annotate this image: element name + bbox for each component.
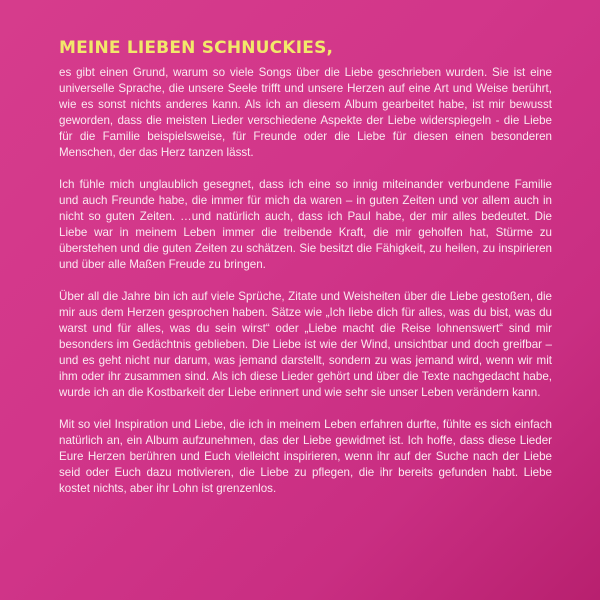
paragraph: Über all die Jahre bin ich auf viele Sprüche, Zitate und Weisheiten über die Liebe gestoßen, die mir aus dem Herzen gesprochen haben. Sätze wie „Ich liebe dich für alles, was du bist, was du warst und für alles, was du sein wirst“ oder „Liebe macht die Reise lohnenswert“ sind mir besonders im Gedächtnis geblieben. Die Liebe ist wie der Wind, unsichtbar und doch greifbar – und es geht nicht nur darum, was jemand darstellt, sondern zu was jemand wird, wenn wir mit ihm oder ihr zusammen sind. Als ich diese Lieder gehört und über die Texte nachgedacht habe, wurde ich an die Kostbarkeit der Liebe erinnert und wie sehr sie unser Leben verändern kann. [59, 290, 552, 399]
letter-body [59, 65, 552, 497]
page-title: MEINE LIEBEN SCHNUCKIES, [59, 38, 334, 58]
paragraph: Ich fühle mich unglaublich gesegnet, dass ich eine so innig miteinander verbundene Familie und auch Freunde habe, die immer für mich da waren – in guten Zeiten und vor allem auch in nicht so guten Zeiten. …und natürlich auch, dass ich Paul habe, der mir alles bedeutet. Die Liebe war in meinem Leben immer die treibende Kraft, die mir geholfen hat, Stürme zu überstehen und die guten Zeiten zu schätzen. Sie besitzt die Fähigkeit, zu heilen, zu inspirieren und über alle Maßen Freude zu bringen. [59, 178, 552, 271]
paragraph: es gibt einen Grund, warum so viele Songs über die Liebe geschrieben wurden. Sie ist eine universelle Sprache, die unsere Seele trifft und unsere Herzen auf eine Art und Weise berührt, wie es sonst nichts anderes kann. Als ich an diesem Album gearbeitet habe, ist mir bewusst geworden, dass die meisten Lieder verschiedene Aspekte der Liebe widerspiegeln - die Liebe für die Familie beispielsweise, für Freunde oder die Liebe für diesen einen besonderen Menschen, der das Herz tanzen lässt. [59, 66, 552, 159]
paragraph: Mit so viel Inspiration und Liebe, die ich in meinem Leben erfahren durfte, fühlte es sich einfach natürlich an, ein Album aufzunehmen, das der Liebe gewidmet ist. Ich hoffe, dass diese Lieder Eure Herzen berühren und Euch vielleicht inspirieren, wenn ihr auf der Suche nach der Liebe seid oder Euch dazu motivieren, die Liebe zu pflegen, die ihr bereits gefunden habt. Liebe kostet nichts, aber ihr Lohn ist grenzenlos. [59, 418, 552, 495]
